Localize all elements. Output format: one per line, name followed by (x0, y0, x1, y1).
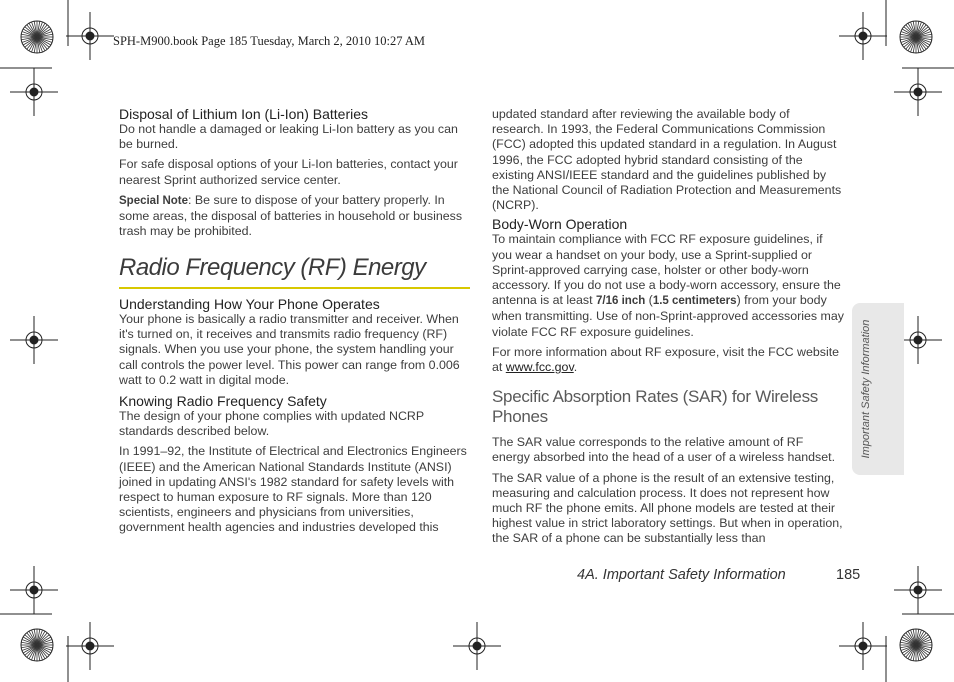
starburst-target (900, 629, 932, 661)
side-tab-label: Important Safety Information (860, 319, 872, 459)
crosshair-mark (10, 68, 58, 116)
crosshair-mark (894, 68, 942, 116)
title-rule (119, 287, 470, 289)
starburst-target (900, 21, 932, 53)
section-title-sar: Specific Absorption Rates (SAR) for Wireless Phones (492, 387, 818, 427)
section-title-disposal: Disposal of Lithium Ion (Li-Ion) Batteries (119, 106, 368, 122)
crosshair-mark (839, 12, 887, 60)
crosshair-mark (66, 622, 114, 670)
paragraph: For more information about RF exposure, visit the FCC website at www.fcc.gov. (492, 344, 840, 375)
main-title: Radio Frequency (RF) Energy (119, 254, 426, 281)
left-column (119, 106, 471, 239)
special-note-text: : Be sure to dispose of your battery properly. In some areas, the disposal of batteries in household or business trash may be prohibited. (119, 192, 463, 239)
crosshair-mark (453, 622, 501, 670)
paragraph: In 1991–92, the Institute of Electrical and Electronics Engineers (IEEE) and the American National Standards Institute (ANSI) joined in updating ANSI's 1982 standard for safety levels with respect to human exposure to RF signals. More than 120 scientists, engineers and physicians from universities, government health agencies and industries developed this (119, 444, 467, 535)
crosshair-mark (839, 622, 887, 670)
paragraph: The SAR value of a phone is the result of an extensive testing, measuring and calculation process. It does not represent how much RF the phone emits. All phone models are tested at their highest value in strict laboratory settings. But when in operation, the SAR of a phone can be substantially less than (492, 470, 843, 546)
paragraph: The design of your phone complies with updated NCRP standards described below. (119, 409, 424, 439)
crosshair-mark (894, 566, 942, 614)
paragraph: updated standard after reviewing the available body of research. In 1993, the Federal Communications Commission (FCC) adopted this updated standard in a regulation. In August 1996, the FCC adopted hybrid standard consisting of the existing ANSI/IEEE standard and the guidelines published by the National Council of Radiation Protection and Measurements (NCRP). (492, 107, 842, 213)
crosshair-mark (10, 316, 58, 364)
side-tab (852, 303, 904, 475)
paragraph: The SAR value corresponds to the relative amount of RF energy absorbed into the head of a user of a wireless handset. (492, 435, 836, 465)
right-column (492, 107, 844, 547)
starburst-target (21, 629, 53, 661)
section-title-rf-safety: Knowing Radio Frequency Safety (119, 393, 327, 410)
crosshair-mark (66, 12, 114, 60)
print-header: SPH-M900.book Page 185 Tuesday, March 2, 2010 10:27 AM (113, 34, 426, 48)
section-title-operation: Understanding How Your Phone Operates (119, 296, 380, 312)
section-title-body-worn: Body-Worn Operation (492, 216, 628, 233)
special-note-label: Special Note (119, 194, 189, 207)
special-note (119, 193, 471, 240)
paragraph: Your phone is basically a radio transmitter and receiver. When it's turned on, it receives and transmits radio frequency (RF) signals. When you use your phone, the system handling your call controls the power level. This power can range from 0.006 watt to 0.2 watt in digital mode. (119, 312, 460, 387)
left-column-lower (119, 296, 471, 536)
fcc-website-link[interactable]: www.fcc.gov (505, 360, 574, 375)
footer-section: 4A. Important Safety Information (577, 567, 786, 583)
starburst-target (21, 21, 53, 53)
crosshair-mark (10, 566, 58, 614)
page-number: 185 (836, 567, 861, 583)
paragraph: For safe disposal options of your Li-Ion batteries, contact your nearest Sprint authorized service center. (119, 157, 458, 187)
paragraph: To maintain compliance with FCC RF exposure guidelines, if you wear a handset on your body, use a Sprint-supplied or Sprint-approved carrying case, holster or other body-worn accessory. If you do not use a body-worn accessory, ensure the antenna is at least 7/16 inch (1.5 centimeters) from your body when transmitting. Use of non-Sprint-approved accessories may violate FCC RF exposure guidelines. (492, 232, 844, 339)
paragraph: Do not handle a damaged or leaking Li-Ion battery as you can be burned. (119, 122, 458, 152)
